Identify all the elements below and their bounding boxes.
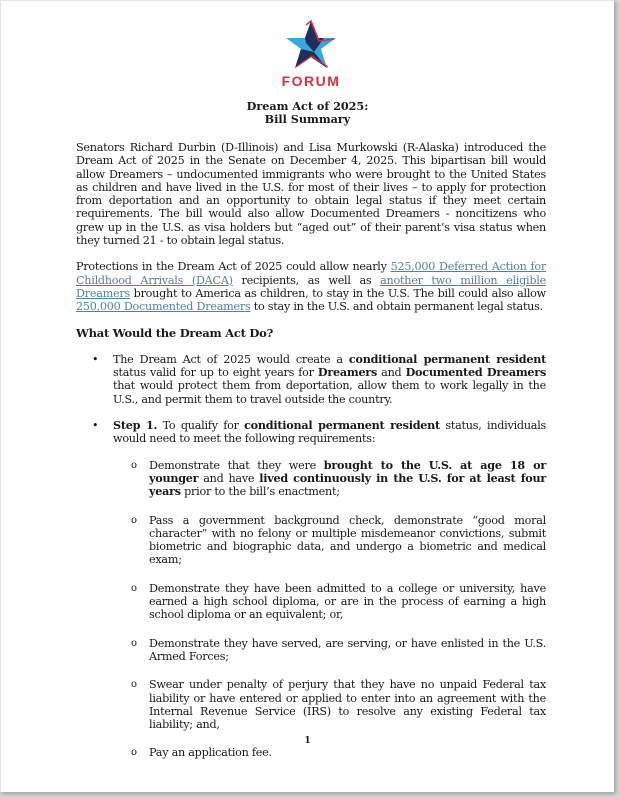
intro-paragraph: Senators Richard Durbin (D-Illinois) and Lisa Murkowski (R-Alaska) introduced the Dream Act of 2025 in the Senate on December 4, 2025. This bipartisan bill would allow Dreamers – undocumented immigrants who were brought to the United States as children and have lived in the U.S. for most of their lives – to apply for protection from deportation and an opportunity to obtain legal status if they meet certain requirements. The bill would also allow Documented Dreamers - noncitizens who grew up in the U.S. as visa holders but “aged out” of their parent’s visa status when they turned 21 - to obtain legal status. bbox=[76, 141, 546, 248]
text-run: status valid for up to eight years for bbox=[113, 366, 318, 380]
text-run: Demonstrate that they were bbox=[149, 458, 324, 472]
requirement-education bbox=[76, 582, 546, 622]
text-run: To qualify for bbox=[157, 419, 245, 433]
sub-bullet-icon: o bbox=[131, 582, 137, 594]
text-run: Protections in the Dream Act of 2025 could allow nearly bbox=[76, 260, 391, 274]
document-title bbox=[1, 100, 614, 126]
text-run: prior to the bill’s enactment; bbox=[180, 485, 340, 499]
sub-bullet-icon: o bbox=[131, 747, 137, 759]
text-run: and bbox=[377, 366, 406, 380]
text-run: and have bbox=[198, 471, 260, 485]
daca-recipients-link[interactable]: 525,000 Deferred Action for Childhood Arrivals (DACA) bbox=[76, 260, 546, 287]
bullet-item-conditional-status bbox=[76, 353, 546, 406]
text-run: recipients, as well as bbox=[232, 273, 381, 287]
bullet-icon: • bbox=[92, 419, 99, 433]
sub-bullet-icon: o bbox=[131, 679, 137, 691]
text-run: Swear under penalty of perjury that they have no unpaid Federal tax liability or have entered or applied to enter into an agreement with the Internal Revenue Service (IRS) to resolve any existing Federal tax liability; and, bbox=[149, 678, 546, 732]
text-run: Pay an application fee. bbox=[149, 746, 272, 760]
section-heading: What Would the Dream Act Do? bbox=[76, 325, 274, 340]
text-run: brought to America as children, to stay in the U.S. The bill could also allow bbox=[129, 286, 546, 300]
text-run: status, individuals would need to meet the following requirements: bbox=[113, 419, 547, 446]
text-run: Pass a government background check, demonstrate “good moral character” with no felony or multiple misdemeanor convictions, submit biometric and biographic data, and undergo a biometric and medical exam; bbox=[149, 513, 546, 567]
bold-run: Step 1. bbox=[113, 418, 158, 433]
requirement-background-check bbox=[76, 514, 546, 567]
title-line-2: Bill Summary bbox=[264, 112, 351, 126]
text-run: Demonstrate they have served, are serving, or have enlisted in the U.S. Armed Forces; bbox=[149, 636, 546, 663]
bold-run: Dreamers bbox=[317, 365, 378, 380]
document-body bbox=[76, 141, 546, 775]
requirement-application-fee bbox=[76, 746, 546, 759]
page-number: 1 bbox=[304, 736, 311, 746]
text-run: that would protect them from deportation, allow them to work legally in the U.S., and permit them to travel outside the country. bbox=[113, 379, 546, 406]
star-icon bbox=[284, 19, 338, 71]
text-run: Demonstrate they have been admitted to a college or university, have earned a high school diploma, or are in the process of earning a high school diploma or an equivalent; or, bbox=[149, 581, 546, 622]
sub-bullet-icon: o bbox=[131, 514, 137, 526]
bold-run: lived continuously in the U.S. for at least four years bbox=[149, 470, 546, 499]
bullet-item-step-1 bbox=[76, 419, 546, 760]
logo-wordmark: FORUM bbox=[281, 73, 341, 89]
bullet-icon: • bbox=[92, 352, 99, 366]
protections-paragraph bbox=[76, 260, 546, 313]
requirement-tax-liability bbox=[76, 678, 546, 731]
forum-logo bbox=[279, 19, 343, 91]
requirement-military bbox=[76, 637, 546, 664]
bold-run: conditional permanent resident bbox=[244, 418, 440, 433]
title-line-1: Dream Act of 2025: bbox=[246, 99, 369, 113]
sub-bullet-icon: o bbox=[131, 459, 137, 471]
bold-run: conditional permanent resident bbox=[348, 351, 546, 366]
requirements-list bbox=[76, 459, 546, 760]
text-run: The Dream Act of 2025 would create a bbox=[113, 352, 349, 366]
bold-run: Documented Dreamers bbox=[405, 365, 546, 380]
bullet-list bbox=[76, 353, 546, 760]
documented-dreamers-link[interactable]: 250,000 Documented Dreamers bbox=[76, 300, 251, 314]
eligible-dreamers-link[interactable]: another two million eligible Dreamers bbox=[76, 273, 546, 300]
text-run: to stay in the U.S. and obtain permanent legal status. bbox=[250, 300, 543, 314]
bold-run: brought to the U.S. at age 18 or younger bbox=[149, 457, 546, 485]
requirement-age-residency bbox=[76, 459, 546, 499]
sub-bullet-icon: o bbox=[131, 637, 137, 649]
